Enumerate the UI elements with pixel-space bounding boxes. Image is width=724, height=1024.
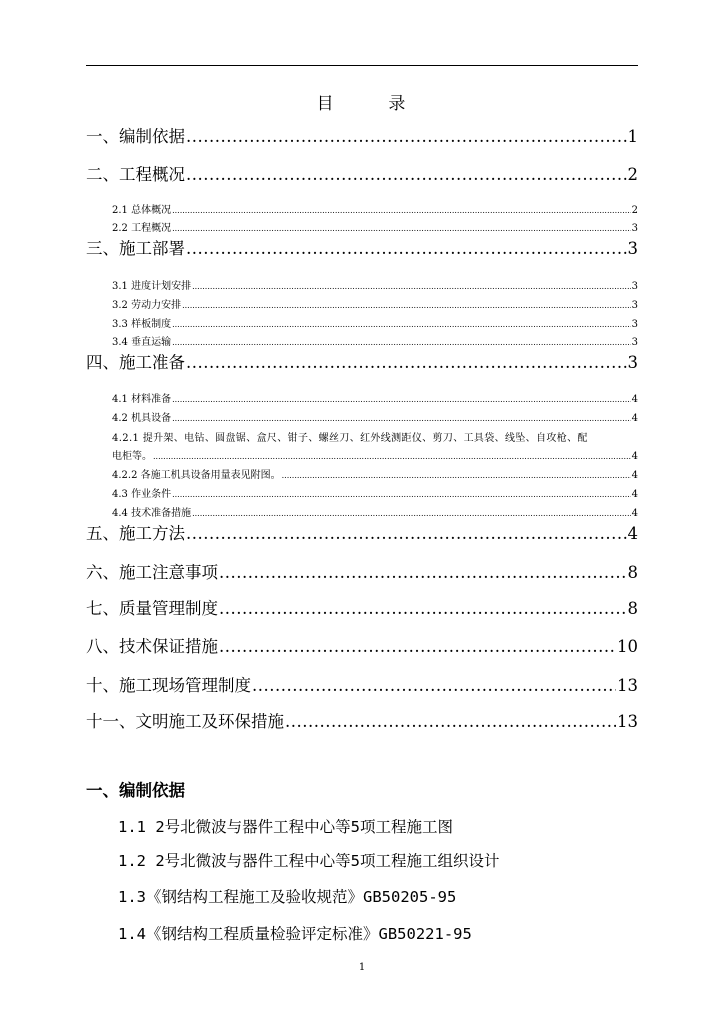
toc-entry-text: 3.2 劳动力安排 [112,300,182,311]
toc-leader [172,412,631,426]
toc-entry-text: 4.4 技术准备措施 [112,508,192,519]
toc-page: 3 [631,281,638,292]
toc-entry[interactable] [86,352,638,374]
toc-entry-text: 六、施工注意事项 [86,563,218,582]
toc-entry-text: 五、施工方法 [86,524,185,543]
toc-leader [186,238,627,260]
toc-entry[interactable] [86,126,638,148]
toc-leader [282,469,631,483]
toc-entry[interactable] [86,238,638,260]
toc-subentry[interactable] [112,299,638,313]
toc-leader [192,280,631,294]
basis-item: 1.4《钢结构工程质量检验评定标准》GB50221-95 [118,925,472,943]
toc-page: 4 [631,451,638,462]
toc-leader [219,598,627,620]
toc-leader [172,222,631,236]
toc-leader [285,711,616,733]
toc-entry-text-line2: 电柜等。 [112,451,152,462]
toc-entry-text: 3.3 样板制度 [112,319,172,330]
toc-entry-text: 十一、文明施工及环保措施 [86,712,284,731]
toc-page: 3 [631,319,638,330]
page-number: 1 [358,962,366,973]
toc-leader [219,562,627,584]
toc-subentry[interactable] [112,204,638,218]
toc-entry-text: 4.2.2 各施工机具设备用量表见附图。 [112,470,281,481]
toc-entry-text: 四、施工准备 [86,353,185,372]
toc-page: 4 [631,394,638,405]
toc-page: 4 [631,508,638,519]
toc-subentry[interactable] [112,222,638,236]
toc-page: 8 [627,563,638,582]
toc-page: 8 [627,599,638,618]
basis-item: 1.2 2号北微波与器件工程中心等5项工程施工组织设计 [118,852,500,870]
toc-subentry[interactable] [112,488,638,502]
toc-subentry[interactable] [112,393,638,407]
toc-entry[interactable] [86,562,638,584]
toc-page: 3 [631,300,638,311]
toc-subentry[interactable] [112,280,638,294]
toc-entry-text: 4.3 作业条件 [112,489,172,500]
toc-entry-text: 十、施工现场管理制度 [86,676,251,695]
toc-page: 4 [631,470,638,481]
toc-entry[interactable] [86,598,638,620]
toc-entry-text: 4.1 材料准备 [112,394,172,405]
toc-page: 4 [631,413,638,424]
toc-entry-text: 三、施工部署 [86,239,185,258]
toc-page: 3 [627,353,638,372]
toc-entry-text: 一、编制依据 [86,127,185,146]
toc-page: 10 [617,637,638,656]
toc-entry-text: 2.2 工程概况 [112,223,172,234]
toc-entry[interactable] [86,711,638,733]
toc-subentry[interactable] [112,318,638,332]
toc-entry-text: 3.4 垂直运输 [112,337,172,348]
toc-subentry-wrapped[interactable] [112,430,638,466]
toc-page: 13 [617,676,638,695]
basis-item: 1.3《钢结构工程施工及验收规范》GB50205-95 [118,888,457,906]
toc-page: 3 [631,223,638,234]
toc-leader [172,336,631,350]
toc-leader [172,488,631,502]
toc-entry-text: 4.2 机具设备 [112,413,172,424]
toc-subentry[interactable] [112,412,638,426]
toc-page: 1 [627,127,638,146]
toc-subentry[interactable] [112,507,638,521]
toc-page: 4 [627,524,638,543]
toc-leader [192,507,631,521]
toc-entry-text: 2.1 总体概况 [112,205,172,216]
toc-leader [252,675,616,697]
toc-leader [172,318,631,332]
toc-entry-text: 3.1 进度计划安排 [112,281,192,292]
toc-title-char-2: 录 [388,94,408,114]
toc-entry[interactable] [86,675,638,697]
toc-entry[interactable] [86,636,638,658]
toc-entry[interactable] [86,164,638,186]
toc-leader [172,204,631,218]
toc-page: 2 [631,205,638,216]
toc-entry[interactable] [86,523,638,545]
toc-page: 4 [631,489,638,500]
toc-entry-text: 二、工程概况 [86,165,185,184]
toc-leader [153,448,631,466]
toc-leader [219,636,616,658]
toc-leader [186,352,627,374]
toc-title-char-1: 目 [316,94,336,114]
toc-page: 2 [627,165,638,184]
toc-entry-text-line1: 4.2.1 提升架、电钻、圆盘锯、盒尺、钳子、螺丝刀、红外线测距仪、剪刀、工具袋、线坠、自攻枪、配 [112,433,588,444]
toc-page: 3 [631,337,638,348]
toc-page: 3 [627,239,638,258]
toc-entry-text: 七、质量管理制度 [86,599,218,618]
toc-leader [186,126,627,148]
toc-title [0,89,724,114]
toc-leader [182,299,631,313]
toc-leader [186,164,627,186]
basis-item: 1.1 2号北微波与器件工程中心等5项工程施工图 [118,818,453,836]
toc-entry-text: 八、技术保证措施 [86,637,218,656]
header-rule [86,65,638,66]
toc-subentry[interactable] [112,336,638,350]
toc-subentry[interactable] [112,469,638,483]
section-heading: 一、编制依据 [86,781,185,800]
toc-page: 13 [617,712,638,731]
toc-leader [172,393,631,407]
toc-leader [186,523,627,545]
